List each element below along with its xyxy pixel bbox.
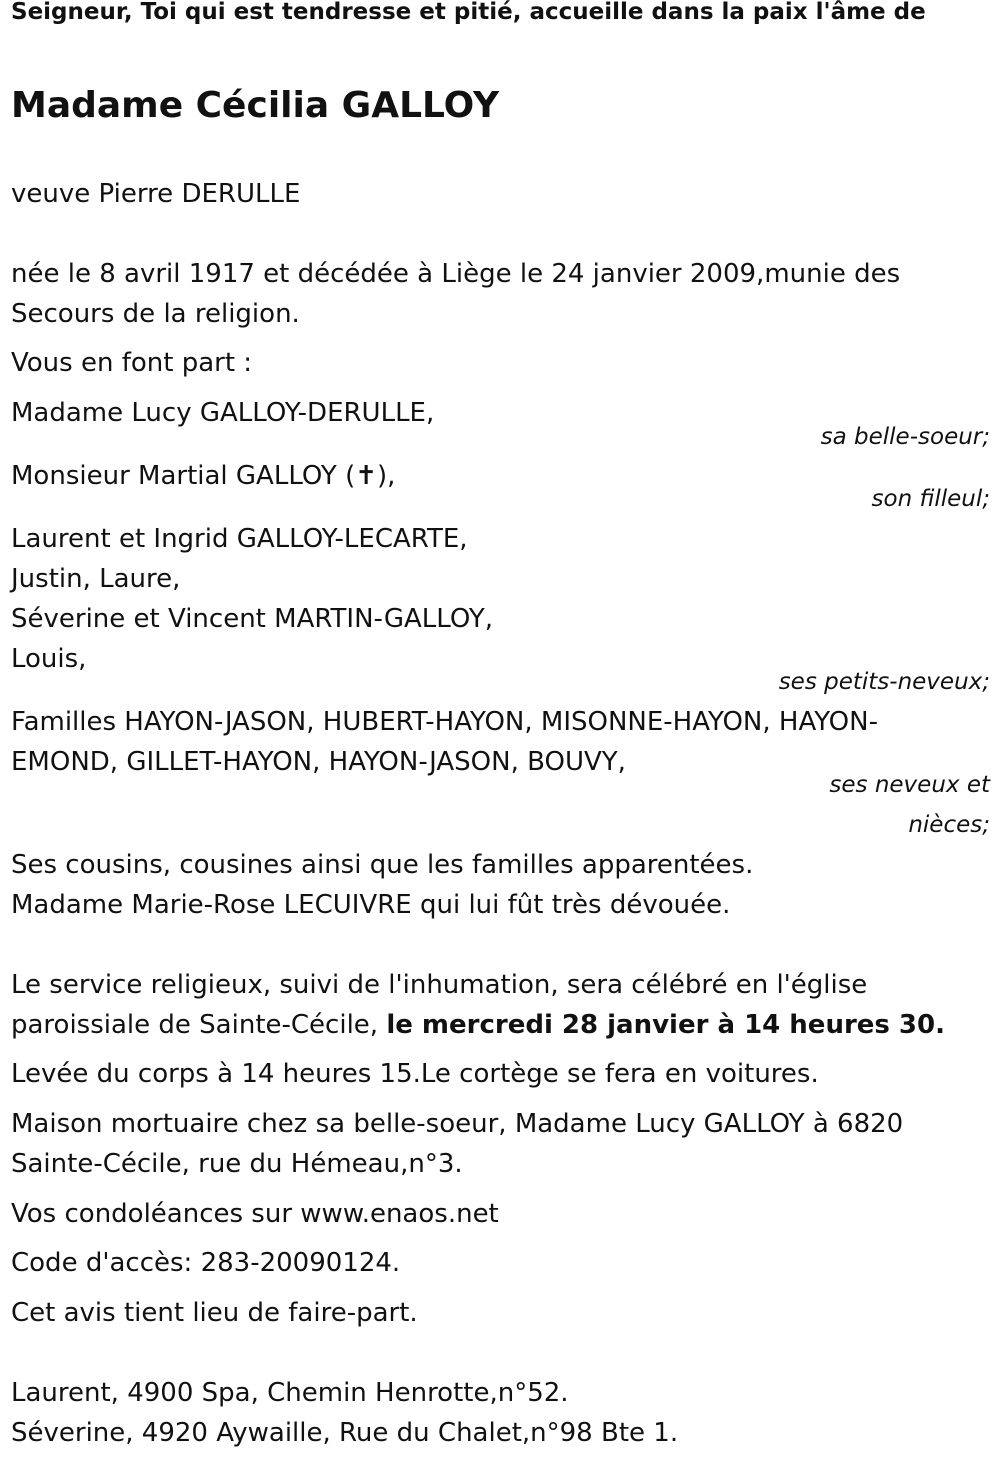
announce-intro: Vous en font part : [11, 348, 253, 378]
grand-nephew-line: Laurent et Ingrid GALLOY-LECARTE, [11, 524, 468, 554]
cousins: Ses cousins, cousines ainsi que les familles apparentées. [11, 850, 754, 880]
relation-lucy: sa belle-soeur; [820, 424, 990, 450]
faire-part: Cet avis tient lieu de faire-part. [11, 1298, 418, 1328]
maison-line-2: Sainte-Cécile, rue du Hémeau,n°3. [11, 1149, 463, 1179]
family-lucy: Madame Lucy GALLOY-DERULLE, [11, 398, 435, 428]
relation-families-line-2: nièces; [908, 812, 990, 838]
maison-line-1: Maison mortuaire chez sa belle-soeur, Madame Lucy GALLOY à 6820 [11, 1109, 904, 1139]
birth-death-line-1: née le 8 avril 1917 et décédée à Liège le 24 janvier 2009,munie des [11, 259, 901, 289]
levee: Levée du corps à 14 heures 15.Le cortège se fera en voitures. [11, 1059, 819, 1089]
service-location: paroissiale de Sainte-Cécile, [11, 1010, 387, 1040]
access-code: Code d'accès: 283-20090124. [11, 1248, 401, 1278]
relation-grand-nephews: ses petits-neveux; [778, 669, 990, 695]
families-line-1: Familles HAYON-JASON, HUBERT-HAYON, MISONNE-HAYON, HAYON- [11, 707, 878, 737]
address-severine: Séverine, 4920 Aywaille, Rue du Chalet,n°98 Bte 1. [11, 1418, 679, 1448]
families-line-2: EMOND, GILLET-HAYON, HAYON-JASON, BOUVY, [11, 747, 626, 777]
service-line-2 [11, 1005, 945, 1045]
deceased-name: Madame Cécilia GALLOY [11, 85, 500, 126]
service-line-1: Le service religieux, suivi de l'inhumation, sera célébré en l'église [11, 970, 868, 1000]
relation-martial: son filleul; [871, 486, 990, 512]
grand-nephew-line: Séverine et Vincent MARTIN-GALLOY, [11, 604, 494, 634]
family-martial: Monsieur Martial GALLOY (✝), [11, 461, 396, 491]
grand-nephew-line: Louis, [11, 644, 87, 674]
devoted: Madame Marie-Rose LECUIVRE qui lui fût très dévouée. [11, 890, 731, 920]
widow-of: veuve Pierre DERULLE [11, 179, 301, 209]
relation-families-line-1: ses neveux et [829, 772, 990, 798]
address-laurent: Laurent, 4900 Spa, Chemin Henrotte,n°52. [11, 1378, 569, 1408]
service-date: le mercredi 28 janvier à 14 heures 30. [386, 1010, 945, 1040]
birth-death-line-2: Secours de la religion. [11, 299, 300, 329]
prayer-header: Seigneur, Toi qui est tendresse et pitié, accueille dans la paix l'âme de [11, 0, 926, 25]
grand-nephew-line: Justin, Laure, [11, 564, 181, 594]
condoleances: Vos condoléances sur www.enaos.net [11, 1199, 499, 1229]
